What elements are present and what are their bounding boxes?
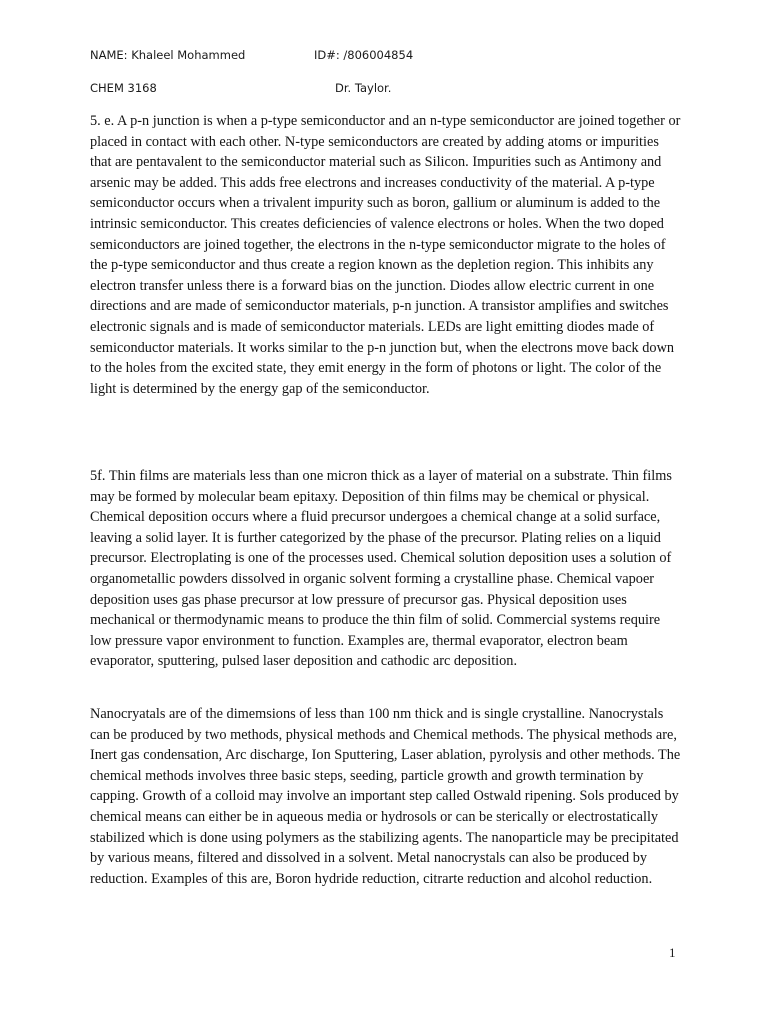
professor-name: Dr. Taylor. bbox=[335, 81, 392, 95]
student-name: NAME: Khaleel Mohammed bbox=[90, 48, 246, 62]
paragraph-thin-films: 5f. Thin films are materials less than one micron thick as a layer of material on a substrate. Thin films may be formed by molecular beam epitaxy. Deposition of thin films may be chemical or physical. Chemical deposition occurs where a fluid precursor undergoes a chemical change at a solid surface, leaving a solid layer. It is further categorized by the phase of the precursor. Plating relies on a liquid precursor. Electroplating is one of the processes used. Chemical solution deposition uses a solution of organometallic powders dissolved in organic solvent forming a crystalline phase. Chemical vapoer deposition uses gas phase precursor at low pressure of precursor gas. Physical deposition uses mechanical or thermodynamic means to produce the thin film of solid. Commercial systems require low pressure vapor environment to function. Examples are, thermal evaporator, electron beam evaporator, sputtering, pulsed laser deposition and cathodic arc deposition. bbox=[90, 468, 672, 670]
page-number: 1 bbox=[669, 945, 676, 960]
student-id: ID#: /806004854 bbox=[314, 48, 414, 62]
paragraph-pn-junction: 5. e. A p-n junction is when a p-type semiconductor and an n-type semiconductor are joined together or placed in contact with each other. N-type semiconductors are created by adding atoms or impurities that are pentavalent to the semiconductor material such as Silicon. Impurities such as Antimony and arsenic may be added. This adds free electrons and increases conductivity of the material. A p-type semiconductor occurs when a trivalent impurity such as boron, gallium or aluminum is added to the intrinsic semiconductor. This creates deficiencies of valence electrons or holes. When the two doped semiconductors are joined together, the electrons in the n-type semiconductor migrate to the holes of the p-type semiconductor and thus create a region known as the depletion region. This inhibits any electron transfer unless there is a forward bias on the junction. Diodes allow electric current in one directions and are made of semiconductor materials, p-n junction. A transistor amplifies and switches electronic signals and is made of semiconductor materials. LEDs are light emitting diodes made of semiconductor materials. It works similar to the p-n junction but, when the electrons move back down to the holes from the excited state, they emit energy in the form of photons or light. The color of the light is determined by the energy gap of the semiconductor. bbox=[90, 113, 681, 397]
course-code: CHEM 3168 bbox=[90, 81, 157, 95]
paragraph-nanocrystals: Nanocryatals are of the dimemsions of less than 100 nm thick and is single crystalline. Nanocrystals can be produced by two methods, physical methods and Chemical methods. The physical methods are, Inert gas condensation, Arc discharge, Ion Sputtering, Laser ablation, pyrolysis and other methods. The chemical methods involves three basic steps, seeding, particle growth and growth termination by capping. Growth of a colloid may involve an important step called Ostwald ripening. Sols produced by chemical means can either be in aqueous media or hydrosols or can be sterically or electrostatically stabilized which is done using polymers as the stabilizing agents. The nanoparticle may be precipitated by various means, filtered and dissolved in a solvent. Metal nanocrystals can also be produced by reduction. Examples of this are, Boron hydride reduction, citrarte reduction and alcohol reduction. bbox=[90, 706, 681, 887]
